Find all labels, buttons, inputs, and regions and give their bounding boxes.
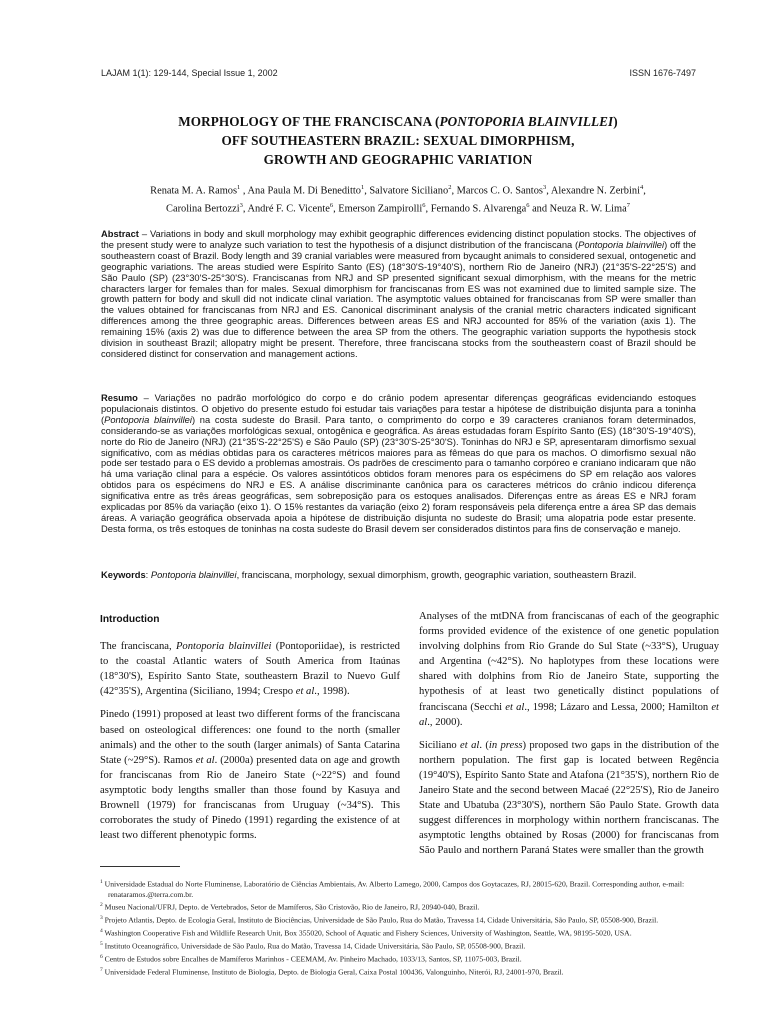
footnote: $^1$ Universidade Estadual do Norte Fluminense, Laboratório de Ciências Ambientais, Av. Alberto Lamego, 2000, Campos dos Goytacazes, RJ, 28015-620, Brazil. Corresponding author, e-mail: renataramos.@terra.com.br. <box>100 879 685 899</box>
keywords: Keywords: Pontoporia blainvillei, franciscana, morphology, sexual dimorphism, growth, geographic variation, southeastern Brazil. <box>101 570 637 580</box>
footnote: $^6$ Centro de Estudos sobre Encalhes de Mamíferos Marinhos - CEEMAM, Av. Pinheiro Machado, 1033/13, Santos, SP, 11075-003, Brazil. <box>100 954 522 964</box>
paragraph: Pinedo (1991) proposed at least two different forms of the franciscana based on osteological differences: one found to the north (smaller animals) and the other to the south (larger animals) of Santa Catarina State (~29°S). Ramos et al. (2000a) presented data on age and growth for franciscanas from Rio de Janeiro State (~22°S) and found asymptotic body lengths smaller than those found by Kasuya and Brownell (1979) for franciscanas from Uruguay (~34°S). This corroborates the study of Pinedo (1991) regarding the existence of at least two different phenotypic forms. <box>100 709 400 842</box>
abstract-label: Abstract <box>101 229 139 239</box>
author: Neuza R. W. Lima <box>549 203 627 215</box>
author: Renata M. A. Ramos <box>150 185 238 197</box>
footnote: $^7$ Universidade Federal Fluminense, Instituto de Biologia, Depto. de Biologia Geral, Caixa Postal 100436, Valonguinho, Niterói, RJ, 24001-970, Brazil. <box>100 967 564 977</box>
issn: ISSN 1676-7497 <box>629 68 696 78</box>
paragraph: Analyses of the mtDNA from franciscanas of each of the geographic forms provided evidence of the existence of one genetic population involving dolphins from Rio Grande do Sul State (~33°S), Uruguay and Argentina (~42°S). No haplotypes from these locations were shared with dolphins from Rio de Janeiro State, supporting the hypothesis of at least two genetically distinct populations of franciscana (Secchi et al., 1998; Lázaro and Lessa, 2000; Hamilton et al., 2000). <box>419 611 719 728</box>
affiliation-footnotes <box>100 877 712 978</box>
author-line-2: Carolina Bertozzi$^3$, André F. C. Vicente$^6$, Emerson Zampirolli$^6$, Fernando S. Alvarenga$^6$ and Neuza R. W. Lima$^7$ <box>166 202 630 215</box>
paper-title <box>100 112 696 169</box>
title-species: PONTOPORIA BLAINVILLEI <box>439 114 614 129</box>
resumo: Resumo – Variações no padrão morfológico do corpo e do crânio podem apresentar diferenças geográficas evidenciando estoques populacionais distintos. O objetivo do presente estudo foi estudar tais variações para testar a hipótese de distribuição disjunta para a toninha (Pontoporia blainvillei) na costa sudeste do Brasil. Para tanto, o comprimento do corpo e 39 caracteres cranianos foram determinados, considerando-se as variações morfológicas sexual, ontogênica e geográfica. As áreas estudadas foram Espírito Santo (ES) (18°30'S-19°40'S), norte do Rio de Janeiro (NRJ) (21°35'S-22°25'S) e São Paulo (SP) (23°30'S-25°30'S). Toninhas do NRJ e SP, apresentaram dimorfismo sexual significativo, com as médias obtidas para os caracteres métricos maiores para as fêmeas do que para os machos. O dimorfismo sexual não pode ser testado para o ES devido a problemas amostrais. Os padrões de crescimento para o tamanho corpóreo e craniano indicaram que não há uma variação clinal para a espécie. Os valores assintóticos obtidos foram menores para os espécimens do SP em relação aos valores obtidos para os espécimens do NRJ e ES. A análise discriminante canônica para os caracteres métricos do crânio indicou diferença significativa entre as três áreas geográficas, sem sobreposição para os estoques analisados. Diferenças entre as áreas ES e NRJ foram explicadas por 85% da variação (eixo 1). O 15% restantes da variação (eixo 2) foram responsáveis pela diferença entre a área SP das demais áreas. A variação geográfica observada apoia a hipótese de distribuição disjunta no sudeste do Brasil; uma alopatria pode estar presente. Desta forma, os três estoques de toninhas na costa sudeste do Brasil devem ser considerados distintos para fins de conservação e manejo. <box>101 393 697 534</box>
title-line-1: MORPHOLOGY OF THE FRANCISCANA (PONTOPORIA BLAINVILLEI) <box>178 114 618 129</box>
journal-citation: LAJAM 1(1): 129-144, Special Issue 1, 2002 <box>101 68 278 78</box>
paragraph: Siciliano et al. (in press) proposed two gaps in the distribution of the northern population. The first gap is located between Regência (19°40'S), Espírito Santo State and Atafona (21°35'S), northern Rio de Janeiro State and the second between Macaé (22°25'S), Rio de Janeiro State and Ubatuba (23°30'S), northern São Paulo State. Growth data suggest differences in morphology within northern franciscanas. The asymptotic lengths obtained by Rosas (2000) for franciscanas from São Paulo and northern Paraná States were smaller than the growth <box>419 739 719 857</box>
body-column-left <box>100 612 400 851</box>
keywords-label: Keywords <box>101 570 146 580</box>
footnote: $^4$ Washington Cooperative Fish and Wildlife Research Unit, Box 355020, School of Aquatic and Fishery Sciences, University of Washington, Seattle, WA, 98195-5020, USA. <box>100 928 632 938</box>
abstract: Abstract – Variations in body and skull morphology may exhibit geographic differences evidencing distinct population stocks. The objectives of the present study were to analyze such variation to test the hypothesis of a disjunct distribution of the franciscana (Pontoporia blainvillei) off the southeastern coast of Brazil. Body length and 39 cranial variables were measured from bycaught animals to considered sexual, ontogenetic and geographic variations. The areas studied were Espírito Santo (ES) (18°30'S-19°40'S), northern Rio de Janeiro (NRJ) (21°35'S-22°25'S) and São Paulo (SP) (23°30'S-25°30'S). Franciscanas from NRJ and SP presented significant sexual dimorphism, with the means for the metric characters larger for females than for males. Sexual dimorphism for franciscanas from ES was not examined due to limited sample size. The growth pattern for body and skull did not indicate clinal variation. The asymptotic values obtained for franciscanas from SP were smaller than the values obtained for franciscanas from NRJ and ES. Canonical discriminant analysis of the cranial metric characters indicated significant differences among the three geographic areas. Differences between areas ES and NRJ accounted for 85% of the variation (axis 1). The remaining 15% (axis 2) was due to difference between the area SP from the others. The geographic variation supports the hypothesis stock division in southeast Brazil; allopatry might be present. Therefore, three franciscana stocks from the southeastern coast of Brazil should be considered distinct for conservation and management actions. <box>101 229 696 359</box>
author: Alexandre N. Zerbini <box>550 185 640 197</box>
author: Carolina Bertozzi <box>166 203 240 215</box>
title-line-3: GROWTH AND GEOGRAPHIC VARIATION <box>263 152 533 167</box>
author-line-1: Renata M. A. Ramos$^1$ , Ana Paula M. Di Beneditto$^1$, Salvatore Siciliano$^2$, Marcos C. O. Santos$^3$, Alexandre N. Zerbini$^4$, <box>150 184 646 197</box>
paragraph: The franciscana, Pontoporia blainvillei (Pontoporiidae), is restricted to the coastal Atlantic waters of South America from Itaúnas (18°30'S), Espírito Santo State, southeastern Brazil to Nuevo Gulf (42°35'S), Argentina (Siciliano, 1994; Crespo et al., 1998). <box>100 641 400 698</box>
author: Emerson Zampirolli <box>338 203 423 215</box>
author: Ana Paula M. Di Beneditto <box>247 185 361 197</box>
author: Marcos C. O. Santos <box>456 185 543 197</box>
abstract-text: Variations in body and skull morphology may exhibit geographic differences evidencing distinct population stocks. The objectives of the present study were to analyze such variation to test the hypothesis of a disjunct distribution of the franciscana ( <box>101 229 696 250</box>
body-column-right <box>419 609 719 867</box>
author: Salvatore Siciliano <box>369 185 449 197</box>
author: André F. C. Vicente <box>247 203 330 215</box>
footnote: $^5$ Instituto Oceanográfico, Universidade de São Paulo, Rua do Matão, Travessa 14, Cidade Universitária, São Paulo, SP, 05508-900, Brazil. <box>100 941 526 951</box>
author-list <box>100 180 696 217</box>
footnote-rule <box>100 866 180 867</box>
footnote: $^2$ Museu Nacional/UFRJ, Depto. de Vertebrados, Setor de Mamíferos, São Cristovão, Rio de Janeiro, RJ, 20940-040, Brazil. <box>100 902 480 912</box>
resumo-text: Variações no padrão morfológico do corpo e do crânio podem apresentar diferenças geográficas evidenciando estoques populacionais distintos. O objetivo do presente estudo foi estudar tais variações para testar a hipótese de distribuição disjunta para a toninha ( <box>101 393 697 425</box>
title-line-2: OFF SOUTHEASTERN BRAZIL: SEXUAL DIMORPHISM, <box>221 133 575 148</box>
section-heading-introduction: Introduction <box>100 614 160 625</box>
footnote: $^3$ Projeto Atlantis, Depto. de Ecologia Geral, Instituto de Biociências, Universidade de São Paulo, Rua do Matão, Travessa 14, Cidade Universitária, São Paulo, SP, 05508-900, Brazil. <box>100 915 659 925</box>
resumo-label: Resumo <box>101 393 138 403</box>
author: Fernando S. Alvarenga <box>430 203 527 215</box>
running-header <box>101 68 696 78</box>
